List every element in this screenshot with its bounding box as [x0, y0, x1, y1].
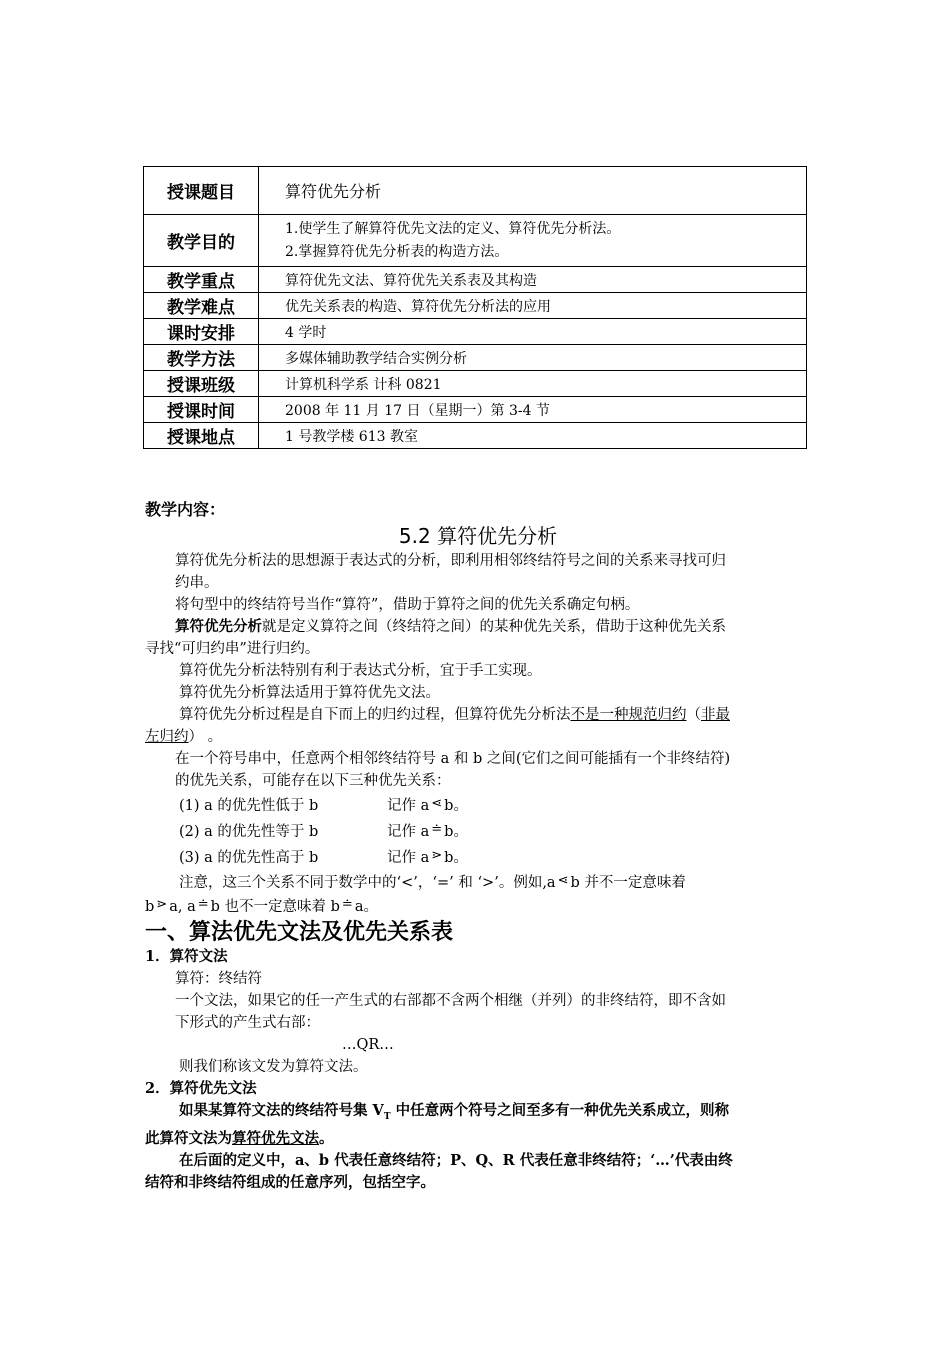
table-row	[144, 167, 807, 215]
row-value: 算符优先文法、算符优先关系表及其构造	[259, 267, 807, 293]
row-label: 教学难点	[144, 293, 259, 319]
table-row	[144, 267, 807, 293]
greater-than-relation-symbol: ⋗	[431, 848, 443, 863]
underlined-text: 非最	[701, 707, 730, 723]
text: 中任意两个符号之间至多有一种优先关系成立，则称	[390, 1102, 730, 1119]
underlined-text: 左归约	[145, 729, 189, 745]
row-value: 算符优先分析	[259, 167, 807, 215]
row-value: 优先关系表的构造、算符优先分析法的应用	[259, 293, 807, 319]
row-value: 2008 年 11 月 17 日（星期一）第 3-4 节	[259, 397, 807, 423]
row-label: 授课时间	[144, 397, 259, 423]
table-row	[144, 371, 807, 397]
paragraph: 下形式的产生式右部：	[175, 1015, 320, 1031]
subsection-heading: 2．算符优先文法	[145, 1080, 257, 1097]
paragraph: 算符：终结符	[175, 971, 262, 987]
table-row	[144, 319, 807, 345]
text: 算符优先分析过程是自下而上的归约过程，但算符优先分析法	[179, 707, 571, 723]
table-row	[144, 423, 807, 449]
text: 就是定义算符之间（终结符之间）的某种优先关系，借助于这种优先关系	[262, 619, 726, 635]
paragraph	[145, 616, 811, 638]
row-value: 多媒体辅助教学结合实例分析	[259, 345, 807, 371]
text: （	[686, 707, 701, 723]
goal-line: 2.掌握算符优先分析表的构造方法。	[285, 243, 509, 260]
paragraph: 寻找“可归约串”进行归约。	[145, 641, 320, 657]
paragraph: 在一个符号串中，任意两个相邻终结符号 a 和 b 之间(它们之间可能插有一个非终结符)	[175, 751, 731, 767]
paragraph: 则我们称该文发为算符文法。	[179, 1059, 368, 1075]
table-row	[144, 397, 807, 423]
paragraph: 结符和非终结符组成的任意序列，包括空字。	[145, 1173, 435, 1191]
text: b。	[444, 850, 468, 866]
table-row	[144, 345, 807, 371]
paragraph: 算符优先分析法的思想源于表达式的分析，即利用相邻终结符号之间的关系来寻找可归	[175, 553, 726, 569]
text: a。	[354, 899, 378, 915]
section-heading: 一、算法优先文法及优先关系表	[145, 919, 454, 945]
row-value: 4 学时	[259, 319, 807, 345]
text: 注意，这三个关系不同于数学中的‘<’，‘=’ 和 ‘>’。例如,a	[179, 875, 556, 891]
paragraph	[145, 870, 811, 894]
content-body	[145, 498, 811, 1194]
formula: …QR…	[342, 1037, 394, 1053]
paragraph	[145, 726, 811, 748]
text: 记作 a	[387, 850, 430, 866]
text: (3) a 的优先性高于 b	[179, 850, 319, 866]
row-value	[259, 215, 807, 267]
lesson-info-table	[143, 166, 807, 449]
underlined-text: 算符优先文法	[232, 1129, 319, 1147]
row-label: 教学目的	[144, 215, 259, 267]
text: b。	[444, 824, 468, 840]
paragraph	[145, 704, 811, 726]
paragraph	[145, 894, 811, 918]
equal-relation-symbol: ≐	[197, 897, 209, 912]
row-label: 教学重点	[144, 267, 259, 293]
text: (1) a 的优先性低于 b	[179, 798, 319, 814]
text: 。	[319, 1129, 334, 1147]
less-than-relation-symbol: ⋖	[557, 873, 569, 888]
subsection-heading: 1．算符文法	[145, 948, 228, 965]
paragraph: 算符优先分析算法适用于算符优先文法。	[179, 685, 440, 701]
text: a, a	[169, 899, 196, 915]
row-value: 计算机科学系 计科 0821	[259, 371, 807, 397]
greater-than-relation-symbol: ⋗	[156, 897, 168, 912]
text: b 也不一定意味着 b	[210, 899, 340, 915]
text: b 并不一定意味着	[570, 875, 686, 891]
row-value: 1 号教学楼 613 教室	[259, 423, 807, 449]
paragraph: 的优先关系，可能存在以下三种优先关系：	[175, 773, 451, 789]
paragraph: 将句型中的终结符号当作“算符”，借助于算符之间的优先关系确定句柄。	[175, 597, 640, 613]
section-title: 5.2 算符优先分析	[398, 524, 558, 548]
row-label: 课时安排	[144, 319, 259, 345]
row-label: 授课地点	[144, 423, 259, 449]
relation-item	[145, 844, 811, 870]
subscript: T	[383, 1111, 391, 1122]
text: (2) a 的优先性等于 b	[179, 824, 319, 840]
text: b。	[444, 798, 468, 814]
equal-relation-symbol: ≐	[431, 822, 443, 837]
row-label: 授课题目	[144, 167, 259, 215]
text: 记作 a	[387, 798, 430, 814]
row-label: 授课班级	[144, 371, 259, 397]
goal-line: 1.使学生了解算符优先文法的定义、算符优先分析法。	[285, 220, 621, 237]
paragraph	[145, 1100, 811, 1128]
table-row	[144, 293, 807, 319]
paragraph: 约串。	[175, 575, 219, 591]
row-label: 教学方法	[144, 345, 259, 371]
underlined-text: 不是一种规范归约	[570, 707, 687, 723]
paragraph	[145, 1128, 811, 1150]
text: 记作 a	[387, 824, 430, 840]
content-heading: 教学内容：	[145, 500, 226, 519]
paragraph: 算符优先分析法特别有利于表达式分析，宜于手工实现。	[179, 663, 542, 679]
text: 此算符文法为	[145, 1129, 232, 1147]
text: b	[145, 899, 155, 915]
table-row	[144, 215, 807, 267]
term-operator-precedence: 算符优先分析	[175, 618, 262, 635]
equal-relation-symbol: ≐	[341, 897, 353, 912]
relation-item	[145, 818, 811, 844]
paragraph: 在后面的定义中，a、b 代表任意终结符；P、Q、R 代表任意非终结符；‘…’代表由终	[179, 1151, 733, 1169]
relation-item	[145, 792, 811, 818]
text: 如果某算符文法的终结符号集 V	[179, 1102, 384, 1119]
less-than-relation-symbol: ⋖	[431, 796, 443, 811]
text: ） 。	[188, 729, 223, 745]
paragraph: 一个文法，如果它的任一产生式的右部都不含两个相继（并列）的非终结符，即不含如	[175, 993, 726, 1009]
